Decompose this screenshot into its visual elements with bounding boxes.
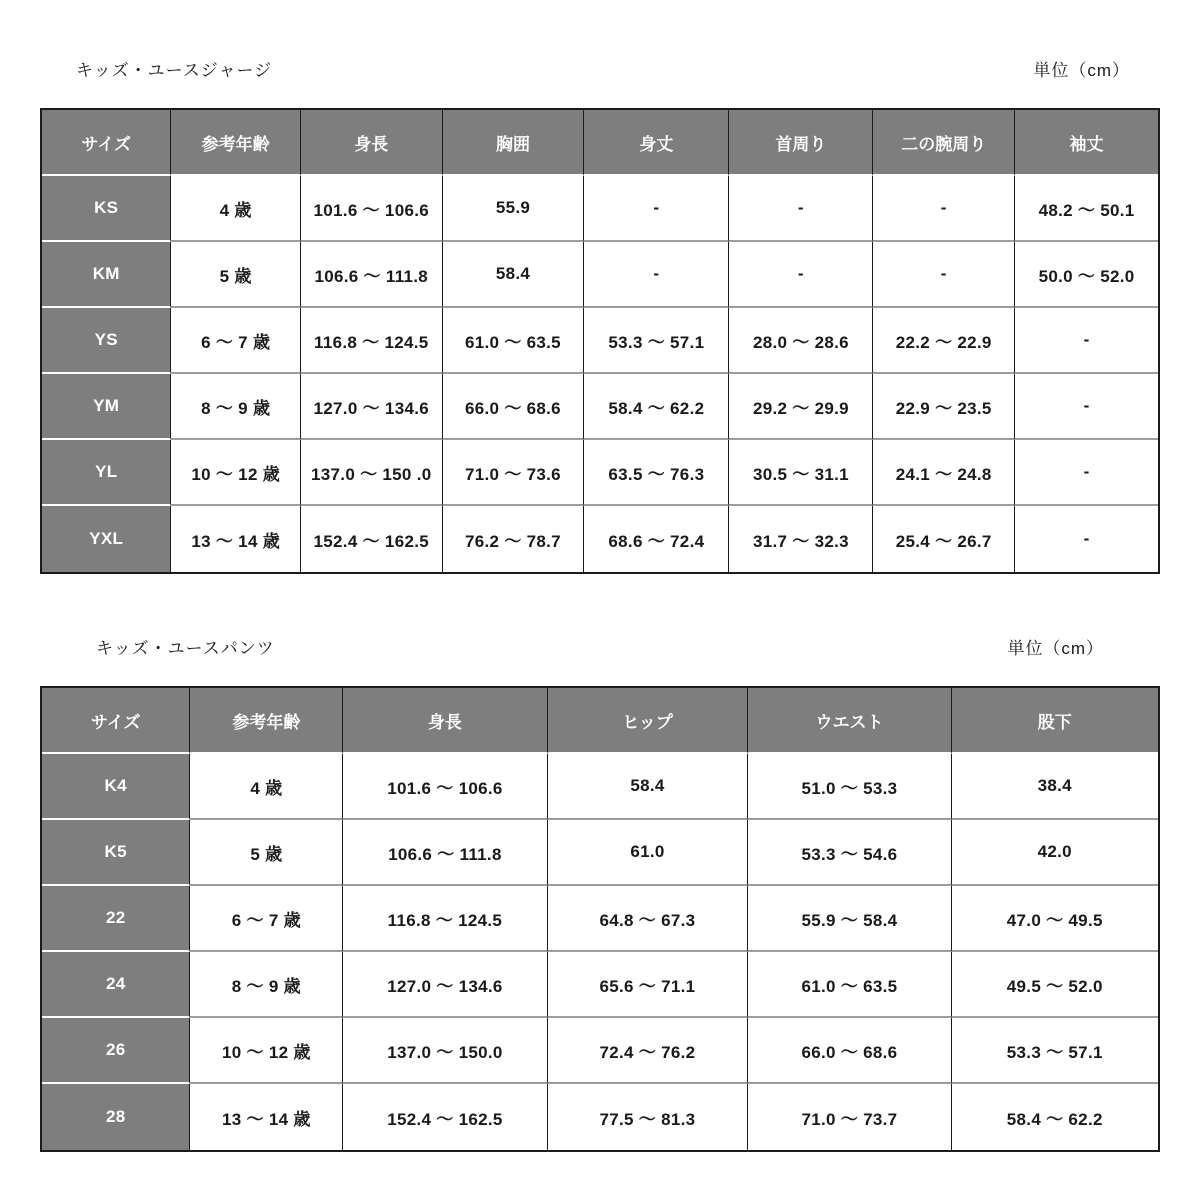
measurement-cell: 13 ～ 14 歳	[190, 1084, 343, 1150]
table-row	[42, 242, 1158, 308]
measurement-cell: 5 歳	[171, 242, 300, 308]
table-row	[42, 886, 1158, 952]
measurement-cell: 55.9 ～ 58.4	[748, 886, 951, 952]
measurement-cell: -	[873, 242, 1015, 308]
table-row	[42, 440, 1158, 506]
measurement-cell: 58.4 ～ 62.2	[1006, 1109, 1103, 1129]
column-header: サイズ	[42, 110, 171, 176]
measurement-cell: 53.3 ～ 54.6	[748, 820, 951, 886]
measurement-cell: 106.6 ～ 111.8	[301, 242, 443, 308]
column-header: 股下	[952, 688, 1158, 754]
column-header: ウエスト	[748, 688, 951, 754]
measurement-cell: 4 歳	[171, 176, 300, 242]
measurement-cell: -	[1015, 308, 1158, 374]
measurement-cell: 53.3 ～ 57.1	[952, 1018, 1158, 1084]
measurement-cell: 72.4 ～ 76.2	[548, 1018, 749, 1084]
size-label-cell: YS	[42, 308, 171, 374]
size-label-cell: 22	[42, 886, 190, 952]
measurement-cell: 42.0	[952, 820, 1158, 886]
table-row	[42, 506, 1158, 572]
column-header: 参考年齢	[190, 688, 343, 754]
measurement-cell: 63.5 ～ 76.3	[584, 440, 729, 506]
column-header: 二の腕周り	[873, 110, 1015, 176]
measurement-cell: 61.0 ～ 63.5	[748, 952, 951, 1018]
column-header: サイズ	[42, 688, 190, 754]
measurement-cell: -	[729, 242, 873, 308]
column-header: 袖丈	[1015, 110, 1158, 176]
table-row	[42, 374, 1158, 440]
measurement-cell: 53.3 ～ 57.1	[584, 308, 729, 374]
measurement-cell: 76.2 ～ 78.7	[443, 506, 585, 572]
measurement-cell: 4 歳	[190, 754, 343, 820]
measurement-cell: 77.5 ～ 81.3	[548, 1084, 749, 1150]
size-label-cell: KM	[42, 242, 171, 308]
measurement-cell: 61.0 ～ 63.5	[443, 308, 585, 374]
measurement-cell: -	[1083, 529, 1090, 548]
measurement-cell: -	[729, 176, 873, 242]
table-row	[42, 308, 1158, 374]
measurement-cell: -	[1015, 374, 1158, 440]
jersey-table-title: キッズ・ユースジャージ	[76, 61, 273, 80]
size-label-cell: YM	[42, 374, 171, 440]
measurement-cell: 61.0	[548, 820, 749, 886]
measurement-cell: 6 ～ 7 歳	[190, 886, 343, 952]
jersey-size-table	[40, 108, 1160, 574]
measurement-cell: 116.8 ～ 124.5	[343, 886, 547, 952]
jersey-unit-label: 単位（cm）	[1033, 61, 1130, 80]
measurement-cell: 50.0 ～ 52.0	[1015, 242, 1158, 308]
measurement-cell: 116.8 ～ 124.5	[301, 308, 443, 374]
measurement-cell: 55.9	[443, 176, 585, 242]
pants-size-section	[40, 634, 1160, 1152]
size-label-cell: K5	[42, 820, 190, 886]
measurement-cell: 152.4 ～ 162.5	[301, 506, 443, 572]
table-row	[42, 754, 1158, 820]
measurement-cell: 13 ～ 14 歳	[171, 506, 300, 572]
measurement-cell: 8 ～ 9 歳	[171, 374, 300, 440]
pants-table-title: キッズ・ユースパンツ	[96, 639, 275, 658]
measurement-cell: 71.0 ～ 73.7	[748, 1084, 951, 1150]
measurement-cell: 101.6 ～ 106.6	[343, 754, 547, 820]
size-label-cell: 24	[42, 952, 190, 1018]
column-header: 胸囲	[443, 110, 585, 176]
measurement-cell: 68.6 ～ 72.4	[584, 506, 729, 572]
measurement-cell: 64.8 ～ 67.3	[548, 886, 749, 952]
measurement-cell: 10 ～ 12 歳	[171, 440, 300, 506]
measurement-cell: -	[1015, 440, 1158, 506]
table-row	[42, 820, 1158, 886]
measurement-cell: 71.0 ～ 73.6	[443, 440, 585, 506]
measurement-cell: 127.0 ～ 134.6	[343, 952, 547, 1018]
size-label-cell: KS	[42, 176, 171, 242]
measurement-cell: 51.0 ～ 53.3	[748, 754, 951, 820]
measurement-cell: 65.6 ～ 71.1	[548, 952, 749, 1018]
measurement-cell: 66.0 ～ 68.6	[748, 1018, 951, 1084]
table-row	[42, 1084, 1158, 1150]
column-header: 身長	[301, 110, 443, 176]
column-header: 首周り	[729, 110, 873, 176]
measurement-cell: -	[873, 176, 1015, 242]
column-header: 参考年齢	[171, 110, 300, 176]
column-header: 身長	[343, 688, 547, 754]
measurement-cell: 101.6 ～ 106.6	[301, 176, 443, 242]
size-label-cell: YL	[42, 440, 171, 506]
jersey-size-section	[40, 56, 1160, 574]
measurement-cell: 30.5 ～ 31.1	[729, 440, 873, 506]
column-header: 身丈	[584, 110, 729, 176]
measurement-cell: 47.0 ～ 49.5	[952, 886, 1158, 952]
measurement-cell: 25.4 ～ 26.7	[873, 506, 1015, 572]
measurement-cell: 24.1 ～ 24.8	[873, 440, 1015, 506]
pants-unit-label: 単位（cm）	[1007, 639, 1104, 658]
measurement-cell: 137.0 ～ 150.0	[343, 1018, 547, 1084]
jersey-header-row	[42, 110, 1158, 176]
table-row	[42, 952, 1158, 1018]
measurement-cell: 58.4	[443, 242, 585, 308]
size-label-cell: K4	[42, 754, 190, 820]
pants-header-row	[42, 688, 1158, 754]
measurement-cell: 58.4 ～ 62.2	[584, 374, 729, 440]
measurement-cell: 5 歳	[190, 820, 343, 886]
measurement-cell: 48.2 ～ 50.1	[1015, 176, 1158, 242]
measurement-cell: 29.2 ～ 29.9	[729, 374, 873, 440]
jersey-caption-row	[40, 56, 1160, 80]
measurement-cell: -	[584, 242, 729, 308]
measurement-cell: 22.2 ～ 22.9	[873, 308, 1015, 374]
size-label-cell: 28	[42, 1084, 190, 1150]
size-label-cell: 26	[42, 1018, 190, 1084]
measurement-cell: 38.4	[952, 754, 1158, 820]
measurement-cell: 58.4	[548, 754, 749, 820]
measurement-cell: 137.0 ～ 150 .0	[301, 440, 443, 506]
measurement-cell: 49.5 ～ 52.0	[952, 952, 1158, 1018]
size-label-cell: YXL	[42, 506, 171, 572]
table-row	[42, 1018, 1158, 1084]
measurement-cell: 28.0 ～ 28.6	[729, 308, 873, 374]
pants-size-table	[40, 686, 1160, 1152]
measurement-cell: 31.7 ～ 32.3	[729, 506, 873, 572]
measurement-cell: 127.0 ～ 134.6	[301, 374, 443, 440]
measurement-cell: 8 ～ 9 歳	[190, 952, 343, 1018]
measurement-cell: 10 ～ 12 歳	[190, 1018, 343, 1084]
pants-caption-row	[40, 634, 1160, 658]
table-row	[42, 176, 1158, 242]
measurement-cell: 6 ～ 7 歳	[171, 308, 300, 374]
measurement-cell: -	[584, 176, 729, 242]
measurement-cell: 22.9 ～ 23.5	[873, 374, 1015, 440]
column-header: ヒップ	[548, 688, 749, 754]
measurement-cell: 66.0 ～ 68.6	[443, 374, 585, 440]
measurement-cell: 152.4 ～ 162.5	[343, 1084, 547, 1150]
measurement-cell: 106.6 ～ 111.8	[343, 820, 547, 886]
